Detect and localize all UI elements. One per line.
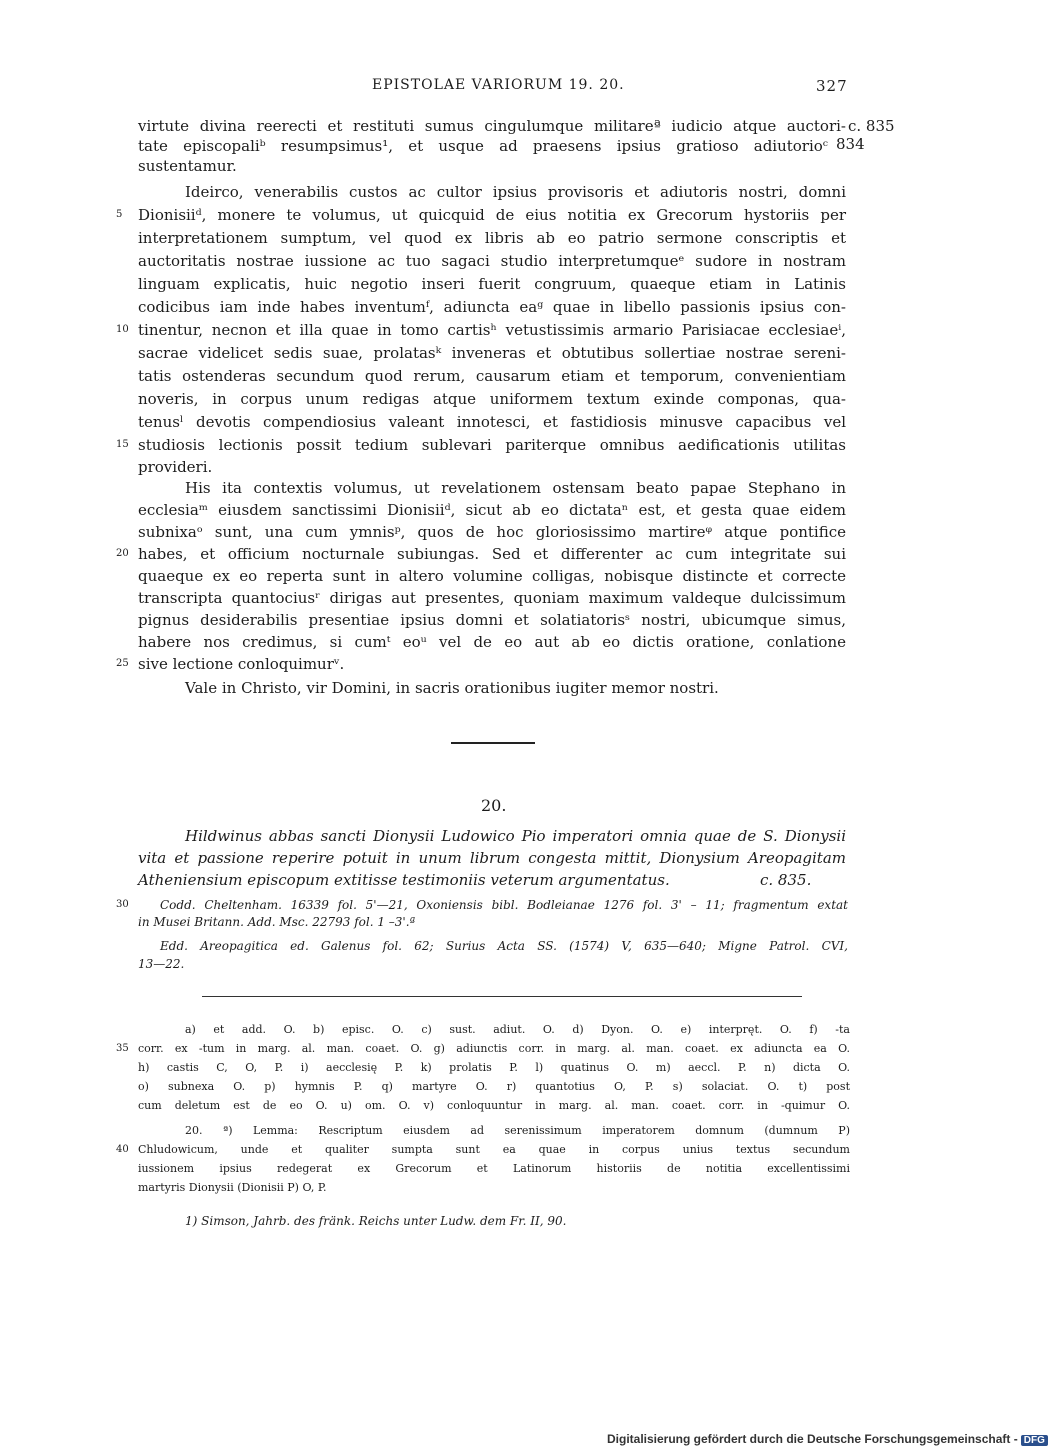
funding-footer [607,1432,1048,1446]
editions-line: 13—22. [138,957,185,971]
text-line: noveris, in corpus unum redigas atque uniformem textum exinde componas, qua- [138,390,846,408]
line-number: 35 [116,1043,129,1054]
text-line: habes, et officium nocturnale subiungas. Sed et differenter ac cum integritate sui [138,545,846,563]
text-line: interpretationem sumptum, vel quod ex libris ab eo patrio sermone conscriptis et [138,229,846,247]
line-number: 5 [116,209,123,220]
editions-line: Edd. Areopagitica ed. Galenus fol. 62; Surius Acta SS. (1574) V, 635—640; Migne Patrol. CVI, [160,939,848,953]
footnote-line: 20. ª) Lemma: Rescriptum eiusdem ad serenissimum imperatorem domnum (dumnum P) [185,1124,850,1137]
text-line: Dionisiiᵈ, monere te volumus, ut quicquid de eius notitia ex Grecorum hystoriis per [138,206,846,224]
footnote-line: martyris Dionysii (Dionisii P) O, P. [138,1181,327,1194]
line-number: 40 [116,1144,129,1155]
text-line: subnixaᵒ sunt, una cum ymnisᵖ, quos de hoc gloriosissimo martireᵠ atque pontifice [138,523,846,541]
text-line: tate episcopaliᵇ resumpsimus¹, et usque ad praesens ipsius gratioso adiutorioᶜ [138,137,828,155]
codices-line: Codd. Cheltenham. 16339 fol. 5'—21, Oxoniensis bibl. Bodleianae 1276 fol. 3' – 11; fragmentum extat [160,898,848,912]
line-number: 30 [116,899,129,910]
text-line: auctoritatis nostrae iussione ac tuo sagaci studio interpretumqueᵉ sudore in nostram [138,252,846,270]
summary-line: Hildwinus abbas sancti Dionysii Ludowico Pio imperatori omnia quae de S. Dionysii [185,827,846,845]
line-number: 25 [116,658,129,669]
dfg-logo: DFG [1021,1435,1048,1446]
text-line: sacrae videlicet sedis suae, prolatasᵏ inveneras et obtutibus sollertiae nostrae sereni- [138,344,846,362]
letter-number: 20. [481,796,507,815]
summary-date: c. 835. [760,871,812,889]
text-line: quaeque ex eo reperta sunt in altero volumine colligas, nobisque distincte et correcte [138,567,846,585]
footnote-line: cum deletum est de eo O. u) om. O. v) conloquuntur in marg. al. man. coaet. corr. in -quimur O. [138,1099,850,1112]
reference-note: 1) Simson, Jahrb. des fränk. Reichs unter Ludw. dem Fr. II, 90. [185,1214,567,1228]
line-number: 10 [116,324,129,335]
text-line: provideri. [138,458,213,476]
text-line: transcripta quantociusʳ dirigas aut presentes, quoniam maximum valdeque dulcissimum [138,589,846,607]
text-line: tenusˡ devotis compendiosius valeant innotesci, et fastidiosis minusve capacibus vel [138,413,846,431]
text-line: ecclesiaᵐ eiusdem sanctissimi Dionisiiᵈ, sicut ab eo dictataⁿ est, et gesta quae eidem [138,501,846,519]
text-line: linguam explicatis, huic negotio inseri fuerit congruum, quaeque etiam in Latinis [138,275,846,293]
text-line: pignus desiderabilis presentiae ipsius domni et solatiatorisˢ nostri, ubicumque simus, [138,611,846,629]
line-number: 20 [116,548,129,559]
margin-date: c. 835 [848,117,895,135]
text-line: His ita contextis volumus, ut revelationem ostensam beato papae Stephano in [185,479,846,497]
summary-line: vita et passione reperire potuit in unum librum congesta mittit, Dionysium Areopagitam [138,849,846,867]
text-line: Vale in Christo, vir Domini, in sacris orationibus iugiter memor nostri. [185,679,719,697]
footnote-line: h) castis C, O, P. i) aecclesię P. k) prolatis P. l) quatinus O. m) aeccl. P. n) dicta O. [138,1061,850,1074]
text-line: sustentamur. [138,157,237,175]
footnote-line: iussionem ipsius redegerat ex Grecorum et Latinorum historiis de notitia excellentissimi [138,1162,850,1175]
text-line: virtute divina reerecti et restituti sumus cingulumque militareª iudicio atque auctori- [138,117,846,135]
page-number: 327 [816,77,848,95]
section-divider [451,742,535,744]
funding-text: Digitalisierung gefördert durch die Deutsche Forschungsgemeinschaft - [607,1432,1018,1446]
summary-line: Atheniensium episcopum extitisse testimoniis veterum argumentatus. [138,871,670,889]
text-line: tinentur, necnon et illa quae in tomo cartisʰ vetustissimis armario Parisiacae ecclesiaeⁱ, [138,321,846,339]
footnote-line: Chludowicum, unde et qualiter sumpta sunt ea quae in corpus unius textus secundum [138,1143,850,1156]
text-line: habere nos credimus, si cumᵗ eoᵘ vel de eo aut ab eo dictis oratione, conlatione [138,633,846,651]
footnote-line: corr. ex -tum in marg. al. man. coaet. O. g) adiunctis corr. in marg. al. man. coaet. ex adiuncta ea O. [138,1042,850,1055]
text-line: sive lectione conloquimurᵛ. [138,655,345,673]
text-line: Ideirco, venerabilis custos ac cultor ipsius provisoris et adiutoris nostri, domni [185,183,846,201]
running-title: EPISTOLAE VARIORUM 19. 20. [372,77,625,93]
footnote-line: a) et add. O. b) episc. O. c) sust. adiut. O. d) Dyon. O. e) interpręt. O. f) -ta [185,1023,850,1036]
codices-line: in Musei Britann. Add. Msc. 22793 fol. 1 –3'.ª [138,915,416,929]
footnote-line: o) subnexa O. p) hymnis P. q) martyre O. r) quantotius O, P. s) solacіat. O. t) post [138,1080,850,1093]
text-line: studiosis lectionis possit tedium sublevari pariterque omnibus aedificationis utilitas [138,436,846,454]
margin-date: 834 [836,135,865,153]
footnote-rule [202,996,802,997]
text-line: tatis ostenderas secundum quod rerum, causarum etiam et temporum, convenientiam [138,367,846,385]
text-line: codicibus iam inde habes inventumᶠ, adiuncta eaᵍ quae in libello passionis ipsius con- [138,298,846,316]
line-number: 15 [116,439,129,450]
